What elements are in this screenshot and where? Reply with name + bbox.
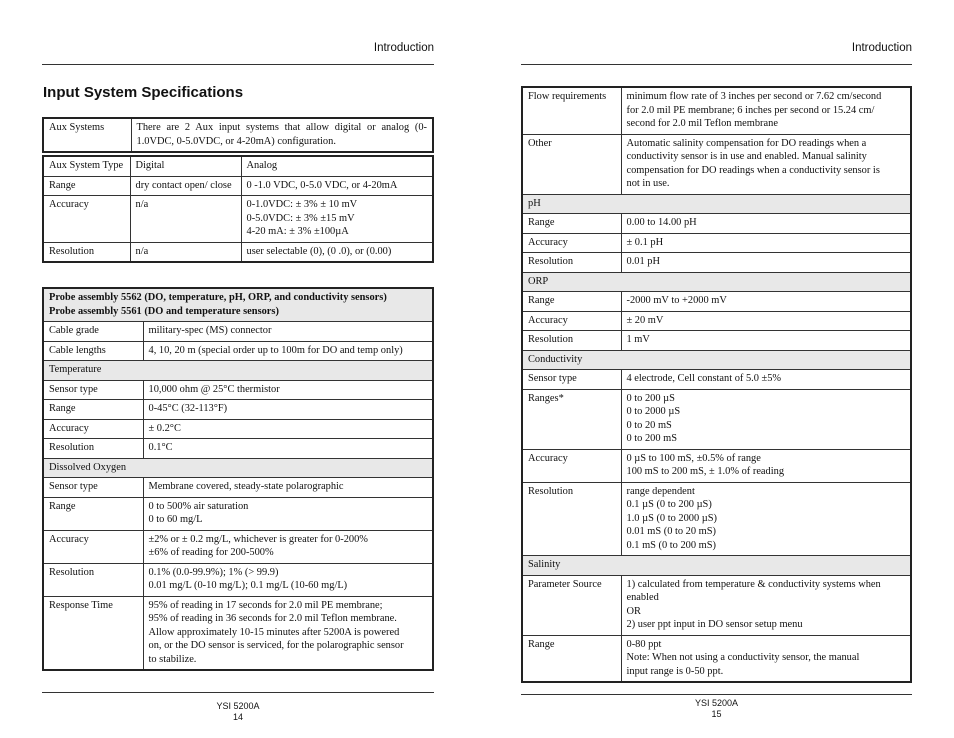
table-row [522, 214, 911, 234]
row-value [143, 322, 433, 342]
row-value [621, 87, 911, 134]
value-line: ± 20 mV [626, 314, 664, 326]
row-label: Resolution [43, 242, 130, 262]
row-label: Sensor type [522, 370, 621, 390]
table-row [522, 635, 911, 682]
row-label: Accuracy [522, 311, 621, 331]
row-label: Parameter Source [522, 575, 621, 635]
aux-types-table [42, 155, 434, 263]
row-label: Other [522, 134, 621, 194]
value-line: second for 2.0 mil Teflon membrane [626, 118, 778, 129]
row-value [143, 341, 433, 361]
value-line: ± 0.2°C [148, 422, 181, 434]
row-value [621, 214, 911, 234]
value-line: 0 to 20 mS [626, 419, 672, 431]
value-line: 0-5.0VDC: ± 3% ±15 mV [246, 212, 355, 224]
value-line: OR [626, 605, 641, 617]
section-label: Dissolved Oxygen [43, 458, 433, 478]
row-value [621, 233, 911, 253]
value-line: Probe assembly 5561 (DO and temperature sensors) [49, 305, 279, 317]
row-value [143, 380, 433, 400]
table-header-row [43, 156, 433, 176]
table-row [43, 419, 433, 439]
table-row [43, 322, 433, 342]
table-row [522, 87, 911, 134]
value-line: compensation for DO readings when a conductivity sensor is [626, 164, 880, 176]
value-line: enabled [626, 592, 659, 603]
value-line: 0 to 500% air saturation [148, 500, 249, 512]
footer-rule [42, 692, 434, 693]
left-page [42, 0, 434, 738]
page-footer [42, 701, 434, 723]
section-row [522, 194, 911, 214]
value-line: Automatic salinity compensation for DO readings when a [626, 137, 867, 149]
value-line: 1.0 µS (0 to 2000 µS) [626, 512, 717, 524]
row-value [143, 400, 433, 420]
section-row [522, 556, 911, 576]
row-value [621, 370, 911, 390]
value-line: 1) calculated from temperature & conductivity systems when [626, 578, 881, 590]
table-row [522, 389, 911, 449]
section-label: Temperature [43, 361, 433, 381]
table-row [43, 439, 433, 459]
value-line: 0.1 mS (0 to 200 mS) [626, 539, 716, 551]
right-page [521, 0, 912, 738]
row-label: Accuracy [522, 449, 621, 482]
value-line: 0 to 200 mS [626, 433, 678, 444]
value-line: ±6% of reading for 200-500% [148, 547, 274, 558]
table-row [43, 196, 433, 243]
row-value [621, 389, 911, 449]
value-line: input range is 0-50 ppt. [626, 665, 724, 677]
section-row [43, 458, 433, 478]
row-label: Flow requirements [522, 87, 621, 134]
row-label: Aux Systems [43, 118, 131, 152]
page-footer [521, 698, 912, 720]
digital-value: n/a [130, 242, 241, 262]
footer-product: YSI 5200A [694, 698, 739, 708]
value-line: 0.1°C [148, 442, 173, 453]
value-line: 4-20 mA: ± 3% ±100µA [246, 226, 349, 237]
section-title: Input System Specifications [43, 84, 244, 101]
probe-title-row [43, 288, 433, 322]
digital-value: dry contact open/ close [130, 176, 241, 196]
analog-value [241, 196, 433, 243]
section-label: Salinity [522, 556, 911, 576]
value-line: 10,000 ohm @ 25°C thermistor [148, 383, 280, 395]
row-label: Cable lengths [43, 341, 143, 361]
value-line: 0.01 mg/L (0-10 mg/L); 0.1 mg/L (10-60 mg/L) [148, 580, 348, 591]
row-label: Range [43, 176, 130, 196]
header-rule [42, 64, 434, 65]
row-label: Range [522, 214, 621, 234]
value-line: 0-80 ppt [626, 638, 662, 650]
table-row [43, 596, 433, 670]
row-value [621, 134, 911, 194]
table-row [522, 311, 911, 331]
value-line: Note: When not using a conductivity sensor, the manual [626, 652, 860, 663]
running-head: Introduction [373, 42, 434, 54]
value-line: for 2.0 mil PE membrane; 6 inches per second or 15.24 cm/ [626, 104, 875, 116]
value-line: 0.01 pH [626, 256, 660, 267]
value-line: not in use. [626, 178, 670, 189]
table-row [522, 233, 911, 253]
row-label: Accuracy [522, 233, 621, 253]
value-line: 1 mV [626, 334, 650, 345]
sensor-spec-table [521, 86, 912, 683]
row-value [621, 482, 911, 556]
table-row [43, 530, 433, 563]
table-row [43, 380, 433, 400]
value-line: 4 electrode, Cell constant of 5.0 ±5% [626, 373, 782, 384]
section-row [522, 350, 911, 370]
value-line: 0.1% (0.0-99.9%); 1% (> 99.9) [148, 566, 279, 578]
section-row [522, 272, 911, 292]
row-value [621, 311, 911, 331]
value-line: ±2% or ± 0.2 mg/L, whichever is greater for 0-200% [148, 533, 368, 545]
table-row [522, 134, 911, 194]
digital-value: n/a [130, 196, 241, 243]
row-label: Resolution [43, 563, 143, 596]
value-line: military-spec (MS) connector [148, 325, 272, 336]
value-line: 0.01 mS (0 to 20 mS) [626, 526, 716, 537]
row-value [143, 439, 433, 459]
value-line: minimum flow rate of 3 inches per second or 7.62 cm/second [626, 91, 882, 102]
table-row [522, 449, 911, 482]
table-row [43, 478, 433, 498]
value-line: to stabilize. [148, 653, 197, 665]
probe-title [43, 288, 433, 322]
table-row [43, 242, 433, 262]
value-line: range dependent [626, 485, 695, 497]
value-line: 0 to 2000 µS [626, 406, 681, 417]
value-line: 95% of reading in 36 seconds for 2.0 mil Teflon membrane. [148, 613, 397, 624]
value-line: 0 µS to 100 mS, ±0.5% of range [626, 452, 761, 464]
row-label: Resolution [522, 331, 621, 351]
value-line: 100 mS to 200 mS, ± 1.0% of reading [626, 466, 785, 477]
aux-type-header: Aux System Type [43, 156, 130, 176]
value-line: 0 to 60 mg/L [148, 514, 203, 525]
section-label: ORP [522, 272, 911, 292]
section-label: Conductivity [522, 350, 911, 370]
row-value: There are 2 Aux input systems that allow digital or analog (0-1.0VDC, 0-5.0VDC, or 4-20mA) configuration. [131, 118, 433, 152]
table-row [522, 575, 911, 635]
row-value [143, 478, 433, 498]
table-row [522, 331, 911, 351]
aux-systems-table [42, 117, 434, 153]
table-row [522, 253, 911, 273]
row-value [621, 635, 911, 682]
page-number: 15 [711, 709, 722, 719]
row-label: Range [43, 497, 143, 530]
table-row [43, 341, 433, 361]
row-value [621, 292, 911, 312]
value-line: 0-45°C (32-113°F) [148, 403, 228, 414]
running-head: Introduction [851, 42, 912, 54]
row-value [621, 253, 911, 273]
row-label: Accuracy [43, 419, 143, 439]
header-rule [521, 64, 912, 65]
value-line: Probe assembly 5562 (DO, temperature, pH, ORP, and conductivity sensors) [49, 292, 387, 303]
section-label: pH [522, 194, 911, 214]
analog-header: Analog [241, 156, 433, 176]
value-line: ± 0.1 pH [626, 236, 664, 248]
table-row [522, 370, 911, 390]
value-line: 0 -1.0 VDC, 0-5.0 VDC, or 4-20mA [246, 179, 398, 191]
table-row [43, 118, 433, 152]
row-value [621, 331, 911, 351]
row-label: Range [43, 400, 143, 420]
value-line: 2) user ppt input in DO sensor setup menu [626, 619, 803, 630]
table-row [43, 563, 433, 596]
value-line: on, or the DO sensor is serviced, for the polarographic sensor [148, 640, 404, 651]
analog-value [241, 242, 433, 262]
page-number: 14 [232, 712, 243, 722]
row-label: Resolution [522, 482, 621, 556]
probe-spec-table [42, 287, 434, 671]
table-row [43, 400, 433, 420]
footer-product: YSI 5200A [216, 701, 260, 711]
row-label: Range [522, 635, 621, 682]
row-value [621, 449, 911, 482]
row-value [143, 419, 433, 439]
value-line: conductivity sensor is in use and enabled. Manual salinity [626, 151, 867, 162]
row-value [143, 497, 433, 530]
table-row [522, 482, 911, 556]
value-line: 4, 10, 20 m (special order up to 100m for DO and temp only) [148, 344, 403, 356]
row-label: Response Time [43, 596, 143, 670]
row-label: Resolution [43, 439, 143, 459]
row-label: Range [522, 292, 621, 312]
section-row [43, 361, 433, 381]
value-line: 0 to 200 µS [626, 392, 675, 404]
value-line: 0-1.0VDC: ± 3% ± 10 mV [246, 199, 358, 210]
value-line: -2000 mV to +2000 mV [626, 295, 727, 306]
digital-header: Digital [130, 156, 241, 176]
table-row [43, 176, 433, 196]
value-line: user selectable (0), (0 .0), or (0.00) [246, 245, 392, 257]
value-line: Membrane covered, steady-state polarographic [148, 481, 344, 492]
table-row [522, 292, 911, 312]
footer-rule [521, 694, 912, 695]
analog-value [241, 176, 433, 196]
row-label: Ranges* [522, 389, 621, 449]
value-line: 0.00 to 14.00 pH [626, 217, 697, 228]
row-label: Resolution [522, 253, 621, 273]
row-value [621, 575, 911, 635]
value-line: 0.1 µS (0 to 200 µS) [626, 499, 712, 510]
row-label: Sensor type [43, 478, 143, 498]
row-label: Sensor type [43, 380, 143, 400]
row-label: Cable grade [43, 322, 143, 342]
row-value [143, 596, 433, 670]
row-label: Accuracy [43, 196, 130, 243]
row-value [143, 563, 433, 596]
value-line: 95% of reading in 17 seconds for 2.0 mil PE membrane; [148, 599, 383, 611]
row-value [143, 530, 433, 563]
table-row [43, 497, 433, 530]
row-label: Accuracy [43, 530, 143, 563]
value-line: Allow approximately 10-15 minutes after 5200A is powered [148, 626, 400, 638]
